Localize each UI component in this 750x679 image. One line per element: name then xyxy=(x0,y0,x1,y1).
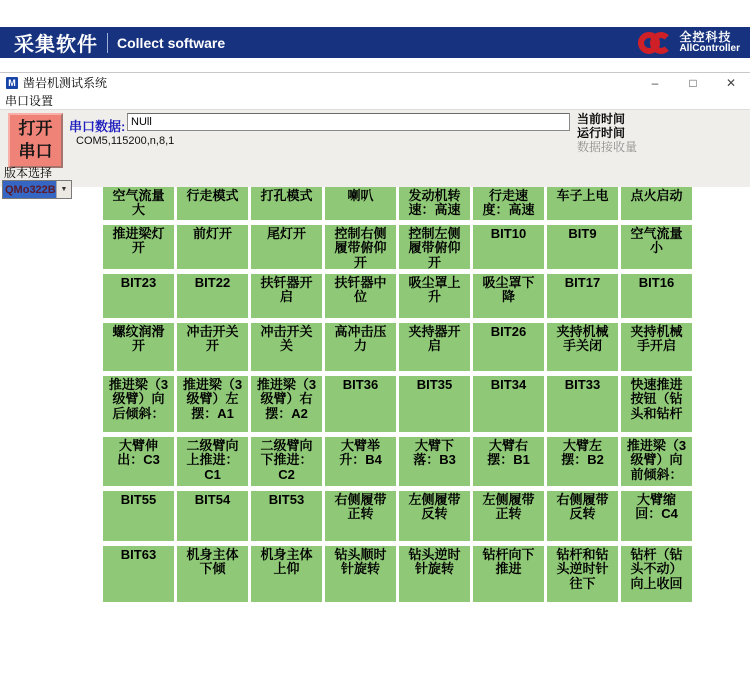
version-select[interactable] xyxy=(2,180,72,199)
window-controls xyxy=(636,73,750,92)
brand-header xyxy=(0,27,750,58)
grid-button[interactable]: BIT22 xyxy=(177,274,248,318)
grid-button[interactable]: BIT34 xyxy=(473,376,544,432)
grid-button[interactable]: 推进梁（3级臂）左摆：A1 xyxy=(177,376,248,432)
grid-button[interactable]: 钻杆和钻头逆时针往下 xyxy=(547,546,618,602)
grid-button[interactable]: 扶钎器中位 xyxy=(325,274,396,318)
grid-button[interactable]: BIT17 xyxy=(547,274,618,318)
open-serial-button[interactable] xyxy=(8,113,63,168)
grid-button[interactable]: 夹持机械手关闭 xyxy=(547,323,618,371)
grid-button[interactable]: 夹持机械手开启 xyxy=(621,323,692,371)
grid-button[interactable]: 喇叭 xyxy=(325,187,396,220)
grid-button[interactable]: 夹持器开启 xyxy=(399,323,470,371)
grid-button[interactable]: BIT35 xyxy=(399,376,470,432)
grid-button[interactable]: 螺纹润滑开 xyxy=(103,323,174,371)
grid-button[interactable]: 车子上电 xyxy=(547,187,618,220)
allcontroller-logo xyxy=(638,31,740,55)
chevron-down-icon[interactable]: ▼ xyxy=(56,181,71,198)
open-serial-label-line1: 打开 xyxy=(18,118,53,138)
menubar xyxy=(0,92,750,109)
grid-button[interactable]: 大臂伸出：C3 xyxy=(103,437,174,486)
grid-button[interactable]: 推进梁灯开 xyxy=(103,225,174,269)
grid-button[interactable]: 钻头顺时针旋转 xyxy=(325,546,396,602)
grid-button[interactable]: BIT10 xyxy=(473,225,544,269)
maximize-button[interactable]: □ xyxy=(689,75,697,90)
window-title: 凿岩机测试系统 xyxy=(23,76,108,90)
grid-button[interactable]: BIT9 xyxy=(547,225,618,269)
grid-button[interactable]: 吸尘罩下降 xyxy=(473,274,544,318)
grid-button[interactable]: 大臂下落：B3 xyxy=(399,437,470,486)
grid-button[interactable]: 行走速度：高速 xyxy=(473,187,544,220)
window-titlebar xyxy=(0,73,750,92)
grid-button[interactable]: BIT26 xyxy=(473,323,544,371)
allcontroller-logo-text xyxy=(679,31,740,54)
logo-text-cn: 全控科技 xyxy=(679,29,732,44)
app-window xyxy=(0,72,750,679)
grid-button[interactable]: BIT54 xyxy=(177,491,248,541)
brand-titles xyxy=(14,28,225,57)
grid-button[interactable]: 机身主体下倾 xyxy=(177,546,248,602)
grid-button[interactable]: 钻头逆时针旋转 xyxy=(399,546,470,602)
allcontroller-logo-icon xyxy=(638,31,674,55)
grid-button[interactable]: 控制左侧履带俯仰开 xyxy=(399,225,470,269)
grid-button[interactable]: 控制右侧履带俯仰开 xyxy=(325,225,396,269)
grid-button[interactable]: 冲击开关关 xyxy=(251,323,322,371)
serial-data-label: 串口数据: xyxy=(69,119,126,134)
app-icon: M xyxy=(6,77,18,89)
grid-button[interactable]: 冲击开关开 xyxy=(177,323,248,371)
grid-button[interactable]: 二级臂向上推进：C1 xyxy=(177,437,248,486)
grid-button[interactable]: 左侧履带反转 xyxy=(399,491,470,541)
grid-button[interactable]: BIT16 xyxy=(621,274,692,318)
logo-text-en: AllController xyxy=(679,42,740,54)
grid-button[interactable]: 点火启动 xyxy=(621,187,692,220)
grid-button[interactable]: 前灯开 xyxy=(177,225,248,269)
grid-button[interactable]: 吸尘罩上升 xyxy=(399,274,470,318)
serial-data-input[interactable] xyxy=(127,113,570,131)
grid-button[interactable]: BIT63 xyxy=(103,546,174,602)
grid-button[interactable]: 钻杆（钻头不动）向上收回 xyxy=(621,546,692,602)
grid-button[interactable]: 钻杆向下推进 xyxy=(473,546,544,602)
run-time-label: 运行时间 xyxy=(577,126,626,140)
com-config-text: COM5,115200,n,8,1 xyxy=(76,135,175,147)
current-time-label: 当前时间 xyxy=(577,112,626,126)
grid-button[interactable]: 快速推进按钮（钻头和钻杆 xyxy=(621,376,692,432)
button-grid xyxy=(103,187,692,602)
brand-divider xyxy=(107,33,108,53)
menu-item-serial-settings[interactable]: 串口设置 xyxy=(5,94,54,108)
grid-button[interactable]: BIT33 xyxy=(547,376,618,432)
close-button[interactable]: ✕ xyxy=(725,75,737,90)
grid-button[interactable]: 大臂右摆：B1 xyxy=(473,437,544,486)
grid-button[interactable]: 空气流量小 xyxy=(621,225,692,269)
grid-button[interactable]: BIT55 xyxy=(103,491,174,541)
grid-button[interactable]: 行走模式 xyxy=(177,187,248,220)
grid-button[interactable]: 大臂举升：B4 xyxy=(325,437,396,486)
grid-button[interactable]: 扶钎器开启 xyxy=(251,274,322,318)
open-serial-label-line2: 串口 xyxy=(18,141,53,161)
grid-button[interactable]: 二级臂向下推进：C2 xyxy=(251,437,322,486)
product-title-cn: 采集软件 xyxy=(14,34,98,56)
version-selected-value: QMo322B xyxy=(3,181,56,198)
grid-button[interactable]: 机身主体上仰 xyxy=(251,546,322,602)
grid-button[interactable]: 发动机转速：高速 xyxy=(399,187,470,220)
grid-button[interactable]: 左侧履带正转 xyxy=(473,491,544,541)
grid-button[interactable]: 打孔模式 xyxy=(251,187,322,220)
grid-button[interactable]: 尾灯开 xyxy=(251,225,322,269)
grid-button[interactable]: BIT53 xyxy=(251,491,322,541)
minimize-button[interactable]: – xyxy=(651,75,659,90)
grid-button[interactable]: 右侧履带反转 xyxy=(547,491,618,541)
grid-button[interactable]: 空气流量大 xyxy=(103,187,174,220)
grid-button[interactable]: 推进梁（3级臂）向前倾斜： xyxy=(621,437,692,486)
grid-button[interactable]: 推进梁（3级臂）向后倾斜： xyxy=(103,376,174,432)
grid-button[interactable]: BIT36 xyxy=(325,376,396,432)
grid-button[interactable]: 高冲击压力 xyxy=(325,323,396,371)
grid-button[interactable]: 右侧履带正转 xyxy=(325,491,396,541)
grid-button[interactable]: 推进梁（3级臂）右摆：A2 xyxy=(251,376,322,432)
grid-button[interactable]: 大臂缩回：C4 xyxy=(621,491,692,541)
data-received-label: 数据接收量 xyxy=(577,140,638,154)
grid-button[interactable]: BIT23 xyxy=(103,274,174,318)
product-title-en: Collect software xyxy=(117,34,226,51)
version-label: 版本选择 xyxy=(4,166,53,180)
grid-button[interactable]: 大臂左摆：B2 xyxy=(547,437,618,486)
